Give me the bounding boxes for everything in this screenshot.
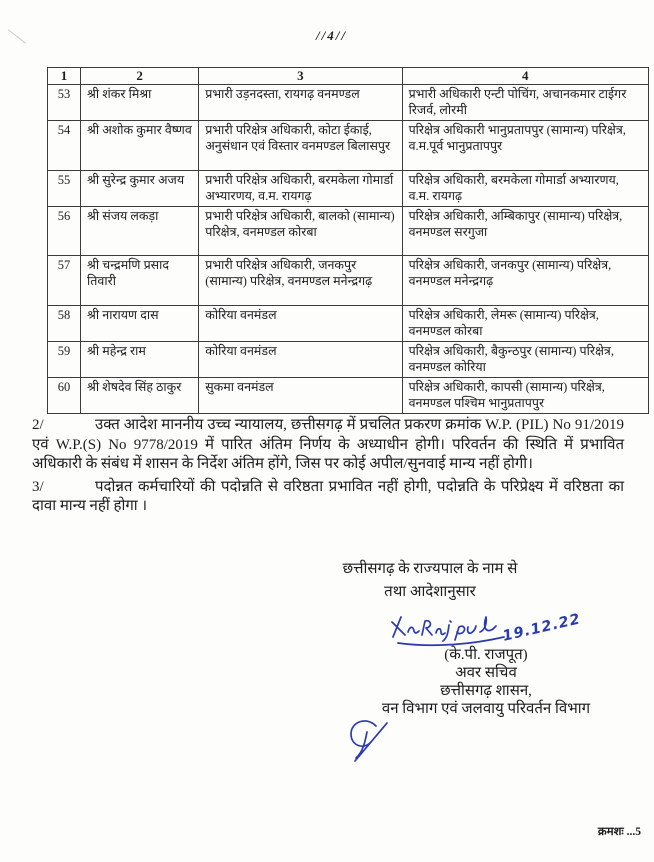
paragraph-number: 2/ <box>32 417 44 433</box>
cell-new-posting: परिक्षेत्र अधिकारी भानुप्रतापपुर (सामान्य) परिक्षेत्र, व.म.पूर्व भानुप्रतापपुर <box>402 121 648 171</box>
table-row <box>48 207 649 256</box>
cell-current-posting: प्रभारी उड़नदस्ता, रायगढ़ वनमण्डल <box>199 85 402 121</box>
page-number: //4// <box>316 28 347 43</box>
signatory-org-line-1: छत्तीसगढ़ शासन, <box>440 683 532 699</box>
signature-date: 19.12.22 <box>501 611 583 645</box>
cell-new-posting: परिक्षेत्र अधिकारी, अम्बिकापुर (सामान्य) परिक्षेत्र, वनमण्डल सरगुजा <box>402 207 648 256</box>
paragraph-text: उक्त आदेश माननीय उच्च न्यायालय, छत्तीसगढ़ में प्रचलित प्रकरण क्रमांक W.P. (PIL) No 91/2019 एवं W.P.(S) No 9778/2019 में पारित अंतिम निर्णय के अध्याधीन होगी। परिवर्तन की स्थिति में प्रभावित अधिकारी के संबंध में शासन के निर्देश अंतिम होंगे, जिस पर कोई अपील/सुनवाई मान्य नहीं होगी। <box>32 417 624 472</box>
paragraph-3 <box>32 478 624 517</box>
signatory-org-line-2: वन विभाग एवं जलवायु परिवर्तन विभाग <box>381 701 591 717</box>
table-row <box>48 121 649 171</box>
cell-serial: 60 <box>48 378 81 414</box>
paragraph-2 <box>32 416 624 475</box>
cell-officer-name: श्री अशोक कुमार वैष्णव <box>81 121 199 171</box>
column-header-4: 4 <box>402 68 648 85</box>
paragraph-text: पदोन्नत कर्मचारियों की पदोन्नति से वरिष्ठता प्रभावित नहीं होगी, पदोन्नति के परिप्रेक्ष्य में वरिष्ठता का दावा मान्य नहीं होगा । <box>32 478 624 514</box>
continuation-note: क्रमशः ...5 <box>597 826 641 838</box>
signatory-name: (के.पी. राजपूत) <box>444 647 528 663</box>
paragraph-number: 3/ <box>32 478 44 495</box>
table-row <box>48 306 649 342</box>
cell-new-posting: परिक्षेत्र अधिकारी, बैकुन्ठपुर (सामान्य) परिक्षेत्र, वनमण्डल कोरिया <box>402 342 648 378</box>
column-header-3: 3 <box>199 68 402 85</box>
cell-officer-name: श्री महेन्द्र राम <box>81 342 199 378</box>
cell-officer-name: श्री सुरेन्द्र कुमार अजय <box>81 171 199 207</box>
cell-new-posting: परिक्षेत्र अधिकारी, बरमकेला गोमार्डा अभ्यारणय, व.म. रायगढ़ <box>402 171 648 207</box>
initials-mark-icon <box>342 716 394 766</box>
cell-serial: 59 <box>48 342 81 378</box>
cell-officer-name: श्री शेषदेव सिंह ठाकुर <box>81 378 199 414</box>
table-row <box>48 85 649 121</box>
table-row <box>48 256 649 306</box>
cell-new-posting: परिक्षेत्र अधिकारी, कापसी (सामान्य) परिक्षेत्र, वनमण्डल पश्चिम भानुप्रतापपुर <box>402 378 648 414</box>
scan-artifact <box>8 29 26 43</box>
authority-line-1: छत्तीसगढ़ के राज्यपाल के नाम से <box>342 561 518 577</box>
table-row <box>48 171 649 207</box>
officers-table-container <box>47 67 649 414</box>
signatory-block <box>350 646 622 718</box>
cell-current-posting: प्रभारी परिक्षेत्र अधिकारी, बरमकेला गोमार्डा अभ्यारणय, व.म. रायगढ़ <box>199 171 402 207</box>
cell-current-posting: कोरिया वनमंडल <box>199 306 402 342</box>
authority-line-2: तथा आदेशानुसार <box>384 584 476 600</box>
officers-table <box>47 67 649 414</box>
cell-officer-name: श्री संजय लकड़ा <box>81 207 199 256</box>
cell-current-posting: प्रभारी परिक्षेत्र अधिकारी, जनकपुर (सामान्य) परिक्षेत्र, वनमण्डल मनेन्द्रगढ़ <box>199 256 402 306</box>
cell-officer-name: श्री नारायण दास <box>81 306 199 342</box>
cell-serial: 58 <box>48 306 81 342</box>
cell-current-posting: प्रभारी परिक्षेत्र अधिकारी, बालको (सामान्य) परिक्षेत्र, वनमण्डल कोरबा <box>199 207 402 256</box>
cell-officer-name: श्री चन्द्रमणि प्रसाद तिवारी <box>81 256 199 306</box>
cell-new-posting: प्रभारी अधिकारी एन्टी पोचिंग, अचानकमार टाईगर रिजर्व, लोरमी <box>402 85 648 121</box>
cell-current-posting: प्रभारी परिक्षेत्र अधिकारी, कोटा ईकाई, अनुसंधान एवं विस्तार वनमण्डल बिलासपुर <box>199 121 402 171</box>
table-row <box>48 378 649 414</box>
authority-block <box>330 558 530 604</box>
cell-current-posting: सुकमा वनमंडल <box>199 378 402 414</box>
cell-serial: 57 <box>48 256 81 306</box>
cell-serial: 56 <box>48 207 81 256</box>
signatory-title: अवर सचिव <box>455 665 517 681</box>
table-header-row <box>48 68 649 85</box>
table-row <box>48 342 649 378</box>
cell-serial: 55 <box>48 171 81 207</box>
cell-officer-name: श्री शंकर मिश्रा <box>81 85 199 121</box>
cell-current-posting: कोरिया वनमंडल <box>199 342 402 378</box>
order-clauses <box>32 416 624 520</box>
cell-serial: 54 <box>48 121 81 171</box>
column-header-1: 1 <box>48 68 81 85</box>
column-header-2: 2 <box>81 68 199 85</box>
cell-new-posting: परिक्षेत्र अधिकारी, जनकपुर (सामान्य) परिक्षेत्र, वनमण्डल मनेन्द्रगढ़ <box>402 256 648 306</box>
cell-new-posting: परिक्षेत्र अधिकारी, लेमरू (सामान्य) परिक्षेत्र, वनमण्डल कोरबा <box>402 306 648 342</box>
cell-serial: 53 <box>48 85 81 121</box>
